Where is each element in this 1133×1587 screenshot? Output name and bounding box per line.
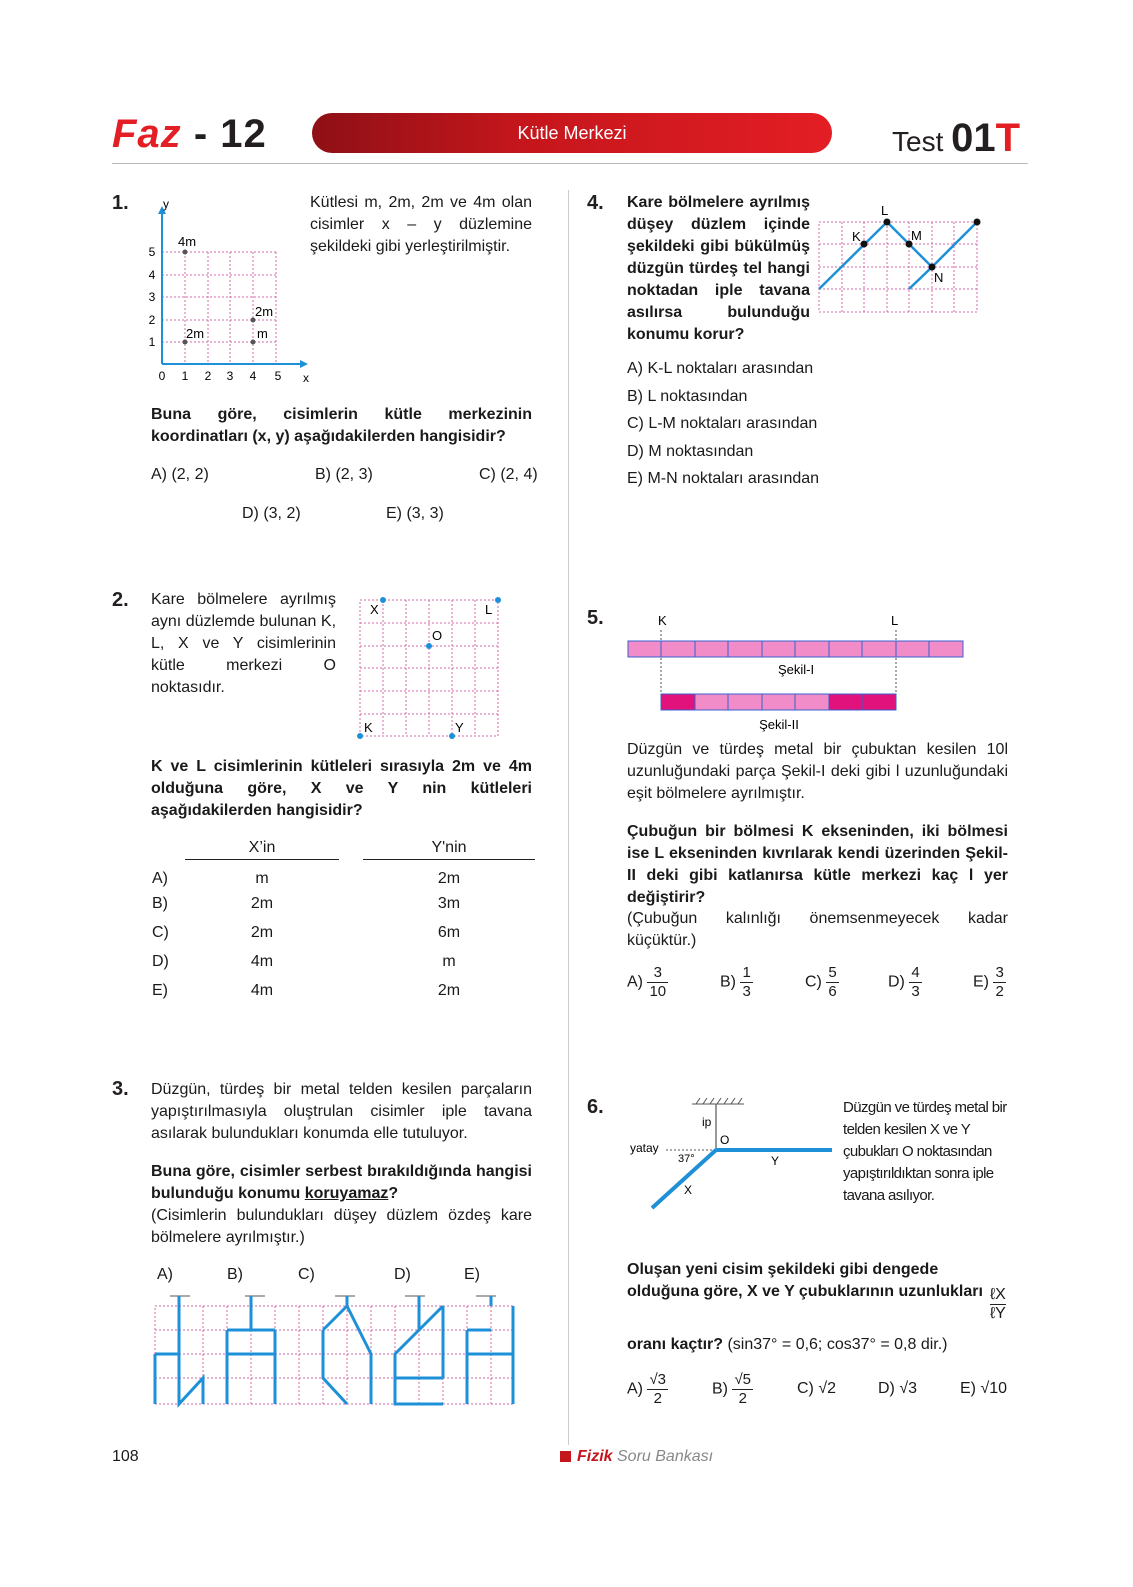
q1-option-e[interactable]: E) (3, 3) (386, 505, 444, 522)
q6-label-yatay: yatay (630, 1141, 659, 1155)
q5-option-c[interactable]: C) $\frac{5}{6}$ (805, 964, 837, 1000)
footer-brand: Fizik Soru Bankası (560, 1448, 713, 1466)
q6-question-line1: Oluşan yeni cisim şekildeki gibi dengede olduğuna göre, X ve Y çubuklarının uzunlukları (627, 1261, 983, 1300)
q4-question: Kare bölmelere ayrılmış düşey düzlem içinde şekildeki gibi bükülmüş düzgün türdeş tel hangi noktadan iple tavana asılırsa bulunduğu konumu korur? (627, 194, 810, 343)
q1-question: Buna göre, cisimlerin kütle merkezinin koordinatları (x, y) aşağıdakilerden hangisidir? (151, 406, 532, 445)
q4-label-n: N (934, 270, 944, 285)
q4-label-k: K (852, 229, 861, 244)
q1-mass-label: 2m (255, 304, 274, 319)
q2-col-x: X’in (185, 838, 339, 860)
q1-mass-label: 4m (178, 234, 197, 249)
q2-figure (352, 594, 508, 744)
q2-option-c[interactable]: C) 2m 6m (152, 924, 461, 941)
q6-option-b[interactable]: B) $\frac{√5}{2}$ (712, 1371, 752, 1407)
q6-description: Düzgün ve türdeş metal bir telden kesilen X ve Y çubukları O noktasından yapıştırıldıktan sonra iple tavana asılıyor. (843, 1099, 1007, 1204)
q2-option-d[interactable]: D) 4m m (152, 953, 456, 970)
q5-number: 5. (587, 607, 604, 629)
q1-mass-label: m (257, 326, 268, 341)
q4-figure (814, 200, 984, 316)
q1-xtick: 3 (226, 369, 234, 383)
q1-option-c[interactable]: C) (2, 4) (479, 466, 538, 483)
q5-option-b[interactable]: B) $\frac{1}{3}$ (720, 964, 751, 1000)
q5-fig2-caption: Şekil-II (759, 717, 799, 732)
q2-option-b[interactable]: B) 2m 3m (152, 895, 461, 912)
q6-option-d[interactable]: D) √3 (878, 1380, 918, 1397)
q1-xtick: 1 (181, 369, 189, 383)
q1-x-axis-label: x (303, 371, 309, 385)
q3-note: (Cisimlerin bulundukları düşey düzlem özdeş kare bölmelere ayrılmıştır.) (151, 1207, 532, 1246)
q5-option-e[interactable]: E) $\frac{3}{2}$ (973, 964, 1004, 1000)
q3-question: Buna göre, cisimler serbest bırakıldığında hangisi bulunduğu konumu koruyamaz? (Cisimlerin bulundukları düşey düzlem özdeş kare bölmelere ayrılmıştır.) (151, 1163, 532, 1246)
q2-label-x: X (370, 602, 379, 617)
q1-ytick: 4 (148, 268, 156, 282)
q3-option-e[interactable]: E) (464, 1266, 480, 1283)
q2-option-a[interactable]: A) m 2m (152, 870, 461, 888)
q1-xtick: 4 (249, 369, 257, 383)
q6-label-x: X (684, 1183, 693, 1197)
q6-option-c[interactable]: C) √2 (797, 1380, 837, 1397)
q4-label-l: L (881, 203, 889, 218)
q6-number: 6. (587, 1096, 604, 1118)
q1-mass-label: 2m (186, 326, 205, 341)
q2-col-y: Y'nin (363, 838, 535, 860)
q1-number: 1. (112, 192, 129, 214)
q1-option-a[interactable]: A) (2, 2) (151, 466, 209, 483)
q4-option-d[interactable]: D) M noktasından (627, 443, 754, 460)
q4-number: 4. (587, 192, 604, 214)
q6-ratio: ℓX ℓY (990, 1286, 1006, 1322)
q3-description: Düzgün, türdeş bir metal telden kesilen parçaların yapıştırılmasıyla oluştrulan cisimler iple tavana asılarak bulundukları konumda elle tutuluyor. (151, 1081, 532, 1142)
q1-figure (140, 196, 320, 386)
q1-ytick: 5 (148, 245, 156, 259)
q2-description: Kare bölmelere ayrılmış aynı düzlemde bulunan K, L, X ve Y cisimlerinin kütle merkezi O noktasıdır. (151, 591, 337, 696)
q3-option-c[interactable]: C) (298, 1266, 315, 1283)
q6-question-line2: oranı kaçtır? (sin37° = 0,6; cos37° = 0,8 dir.) (627, 1336, 948, 1353)
brand-logo (112, 112, 267, 157)
column-divider (568, 190, 569, 1445)
q5-fig1-caption: Şekil-I (777, 662, 815, 677)
q3-option-a[interactable]: A) (157, 1266, 173, 1283)
q2-label-l: L (485, 602, 493, 617)
page-title: Kütle Merkezi (312, 113, 832, 153)
q4-label-m: M (911, 228, 922, 243)
brand-faz: Faz (112, 112, 182, 156)
q3-option-b[interactable]: B) (227, 1266, 243, 1283)
test-number: 01 (951, 116, 996, 160)
header-rule (112, 163, 1028, 164)
q2-label-o: O (432, 628, 443, 643)
q1-y-axis-label: y (163, 197, 169, 211)
q4-option-a[interactable]: A) K-L noktaları arasından (627, 360, 814, 377)
q4-option-e[interactable]: E) M-N noktaları arasından (627, 470, 820, 487)
q1-xtick: 2 (204, 369, 212, 383)
q5-label-k: K (658, 613, 667, 628)
q1-ytick: 2 (148, 313, 156, 327)
q6-option-a[interactable]: A) $\frac{√3}{2}$ (627, 1371, 667, 1407)
q5-description: Düzgün ve türdeş metal bir çubuktan kesilen 10l uzunluğundaki parça Şekil-I deki gibi l uzunluğundaki eşit bölmelere ayrılmıştır. (627, 741, 1008, 802)
q2-question: K ve L cisimlerinin kütleleri sırasıyla 2m ve 4m olduğuna göre, X ve Y nin kütleleri aşağıdakilerden hangisidir? (151, 758, 532, 819)
q5-question: Çubuğun bir bölmesi K ekseninden, iki bölmesi ise L ekseninden kıvrılarak kendi üzerinden Şekil-II deki gibi katlanırsa kütle merkezi kaç l yer değiştirir? (627, 823, 1008, 906)
q2-label-k: K (364, 720, 373, 735)
test-label: Test 01T (892, 116, 1021, 160)
q1-ytick: 1 (148, 335, 156, 349)
q2-label-y: Y (455, 720, 464, 735)
q1-xtick: 5 (274, 369, 282, 383)
q6-figure (626, 1094, 838, 1214)
q6-option-e[interactable]: E) √10 (960, 1380, 1008, 1397)
q1-ytick: 3 (148, 290, 156, 304)
q6-label-y: Y (771, 1154, 780, 1168)
q4-option-b[interactable]: B) L noktasından (627, 388, 748, 405)
q1-description: Kütlesi m, 2m, 2m ve 4m olan cisimler x – y düzlemine şekildeki gibi yerleştirilmiştir. (310, 194, 532, 255)
q5-figure (624, 610, 969, 736)
q5-label-l: L (891, 613, 899, 628)
brand-num: - 12 (193, 112, 267, 156)
q6-label-angle: 37° (678, 1153, 695, 1165)
footer-square-icon (560, 1451, 571, 1462)
q3-option-d[interactable]: D) (394, 1266, 411, 1283)
q1-xtick: 0 (158, 369, 166, 383)
q5-option-d[interactable]: D) $\frac{4}{3}$ (888, 964, 920, 1000)
q6-label-o: O (720, 1133, 730, 1147)
q5-option-a[interactable]: A) $\frac{3}{10}$ (627, 964, 667, 1000)
q1-option-d[interactable]: D) (3, 2) (242, 505, 301, 522)
q1-option-b[interactable]: B) (2, 3) (315, 466, 373, 483)
q2-number: 2. (112, 589, 129, 611)
q5-note: (Çubuğun kalınlığı önemsenmeyecek kadar küçüktür.) (627, 910, 1008, 949)
q6-label-ip: ip (702, 1115, 712, 1129)
page-number: 108 (112, 1448, 139, 1465)
q3-figures (150, 1288, 520, 1410)
q2-options-table (151, 838, 535, 1006)
q4-option-c[interactable]: C) L-M noktaları arasından (627, 415, 818, 432)
q3-number: 3. (112, 1078, 129, 1100)
q2-option-e[interactable]: E) 4m 2m (152, 982, 461, 999)
